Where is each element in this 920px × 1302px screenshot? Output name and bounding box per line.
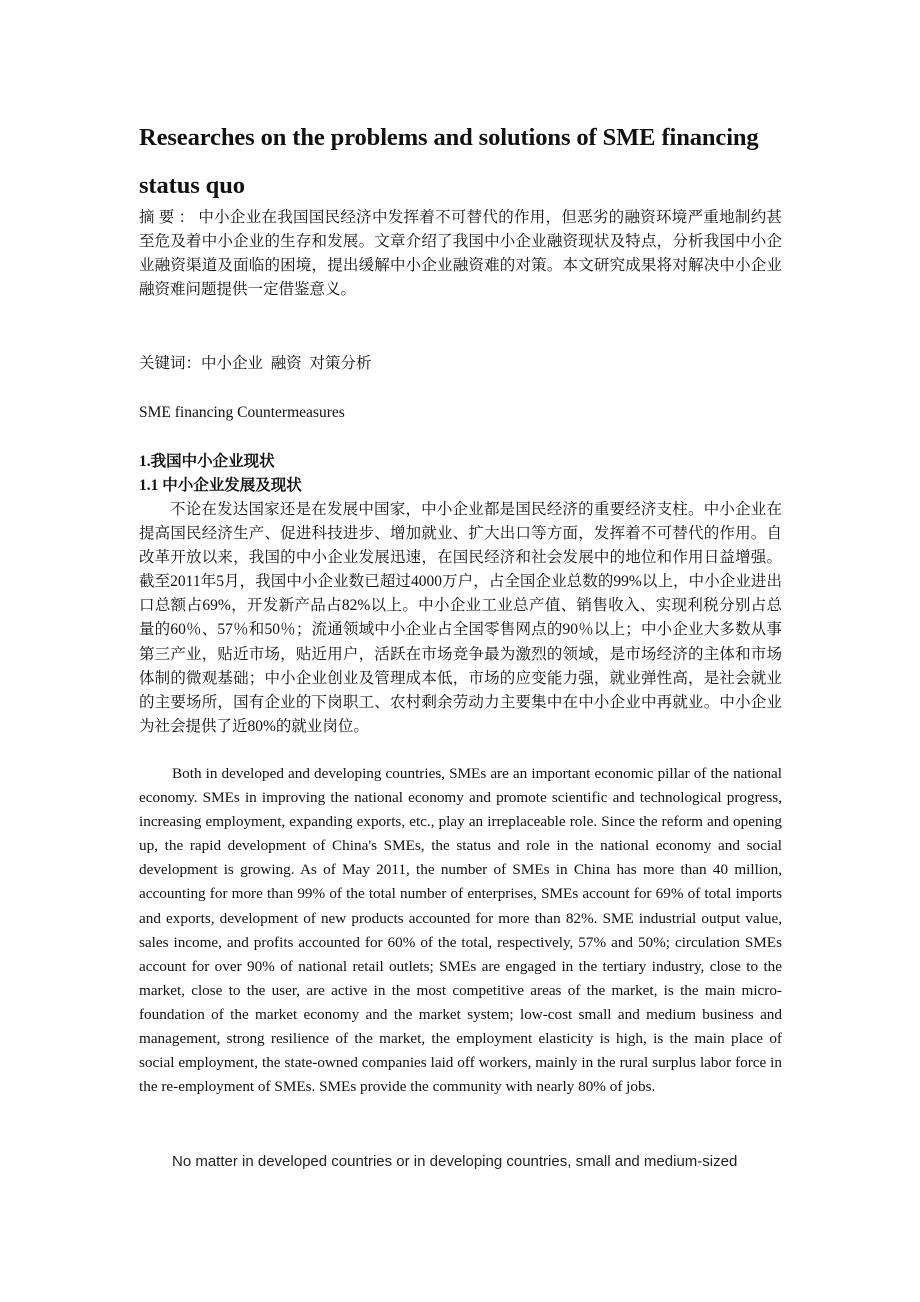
document-title: Researches on the problems and solutions of SME financing status quo <box>139 124 759 199</box>
section-heading-1: 1.我国中小企业现状 <box>139 453 275 470</box>
abstract <box>139 206 782 302</box>
abstract-text: 中小企业在我国国民经济中发挥着不可替代的作用，但恶劣的融资环境严重地制约甚至危及着中小企业的生存和发展。文章介绍了我国中小企业融资现状及特点，分析我国中小企业融资渠道及面临的困境，提出缓解中小企业融资难的对策。本文研究成果将对解决中小企业融资难问题提供一定借鉴意义。 <box>139 209 782 298</box>
paragraph-english: Both in developed and developing countries, SMEs are an important economic pillar of the national economy. SMEs in improving the national economy and promote scientific and technological progress, increasing employment, expanding exports, etc., play an irreplaceable role. Since the reform and opening up, the rapid development of China's SMEs, the status and role in the national economy and social development is growing. As of May 2011, the number of SMEs in China has more than 40 million, accounting for more than 99% of the total number of enterprises, SMEs account for 69% of total imports and exports, development of new products accounted for more than 82%. SME industrial output value, sales income, and profits accounted for 60% of the total, respectively, 57% and 50%; circulation SMEs account for over 90% of national retail outlets; SMEs are engaged in the tertiary industry, close to the market, close to the user, are active in the most competitive areas of the market, is the main micro-foundation of the market economy and the market system; low-cost small and medium business and management, strong resilience of the market, the employment elasticity is high, is the main place of social employment, the state-owned companies laid off workers, mainly in the rural surplus labor force in the re-employment of SMEs. SMEs provide the community with nearly 80% of jobs. <box>139 765 782 1096</box>
paragraph-chinese: 不论在发达国家还是在发展中国家，中小企业都是国民经济的重要经济支柱。中小企业在提高国民经济生产、促进科技进步、增加就业、扩大出口等方面，发挥着不可替代的作用。自改革开放以来，我国的中小企业发展迅速，在国民经济和社会发展中的地位和作用日益增强。截至2011年5月，我国中小企业数已超过4000万户，占全国企业总数的99%以上，中小企业进出口总额占69%，开发新产品占82%以上。中小企业工业总产值、销售收入、实现利税分别占总量的60％、57％和50％；流通领域中小企业占全国零售网点的90％以上；中小企业大多数从事第三产业，贴近市场，贴近用户，活跃在市场竞争最为激烈的领域，是市场经济的主体和市场体制的微观基础；中小企业创业及管理成本低，市场的应变能力强，就业弹性高，是社会就业的主要场所，国有企业的下岗职工、农村剩余劳动力主要集中在中小企业中再就业。中小企业为社会提供了近80%的就业岗位。 <box>139 501 782 735</box>
abstract-label: 摘要： <box>139 209 199 226</box>
keywords-chinese: 关键词：中小企业 融资 对策分析 <box>139 355 372 372</box>
keywords-english: SME financing Countermeasures <box>139 404 345 421</box>
section-heading-1-1: 1.1 中小企业发展及现状 <box>139 477 302 494</box>
paragraph-english-continued: No matter in developed countries or in developing countries, small and medium-sized <box>172 1153 738 1170</box>
